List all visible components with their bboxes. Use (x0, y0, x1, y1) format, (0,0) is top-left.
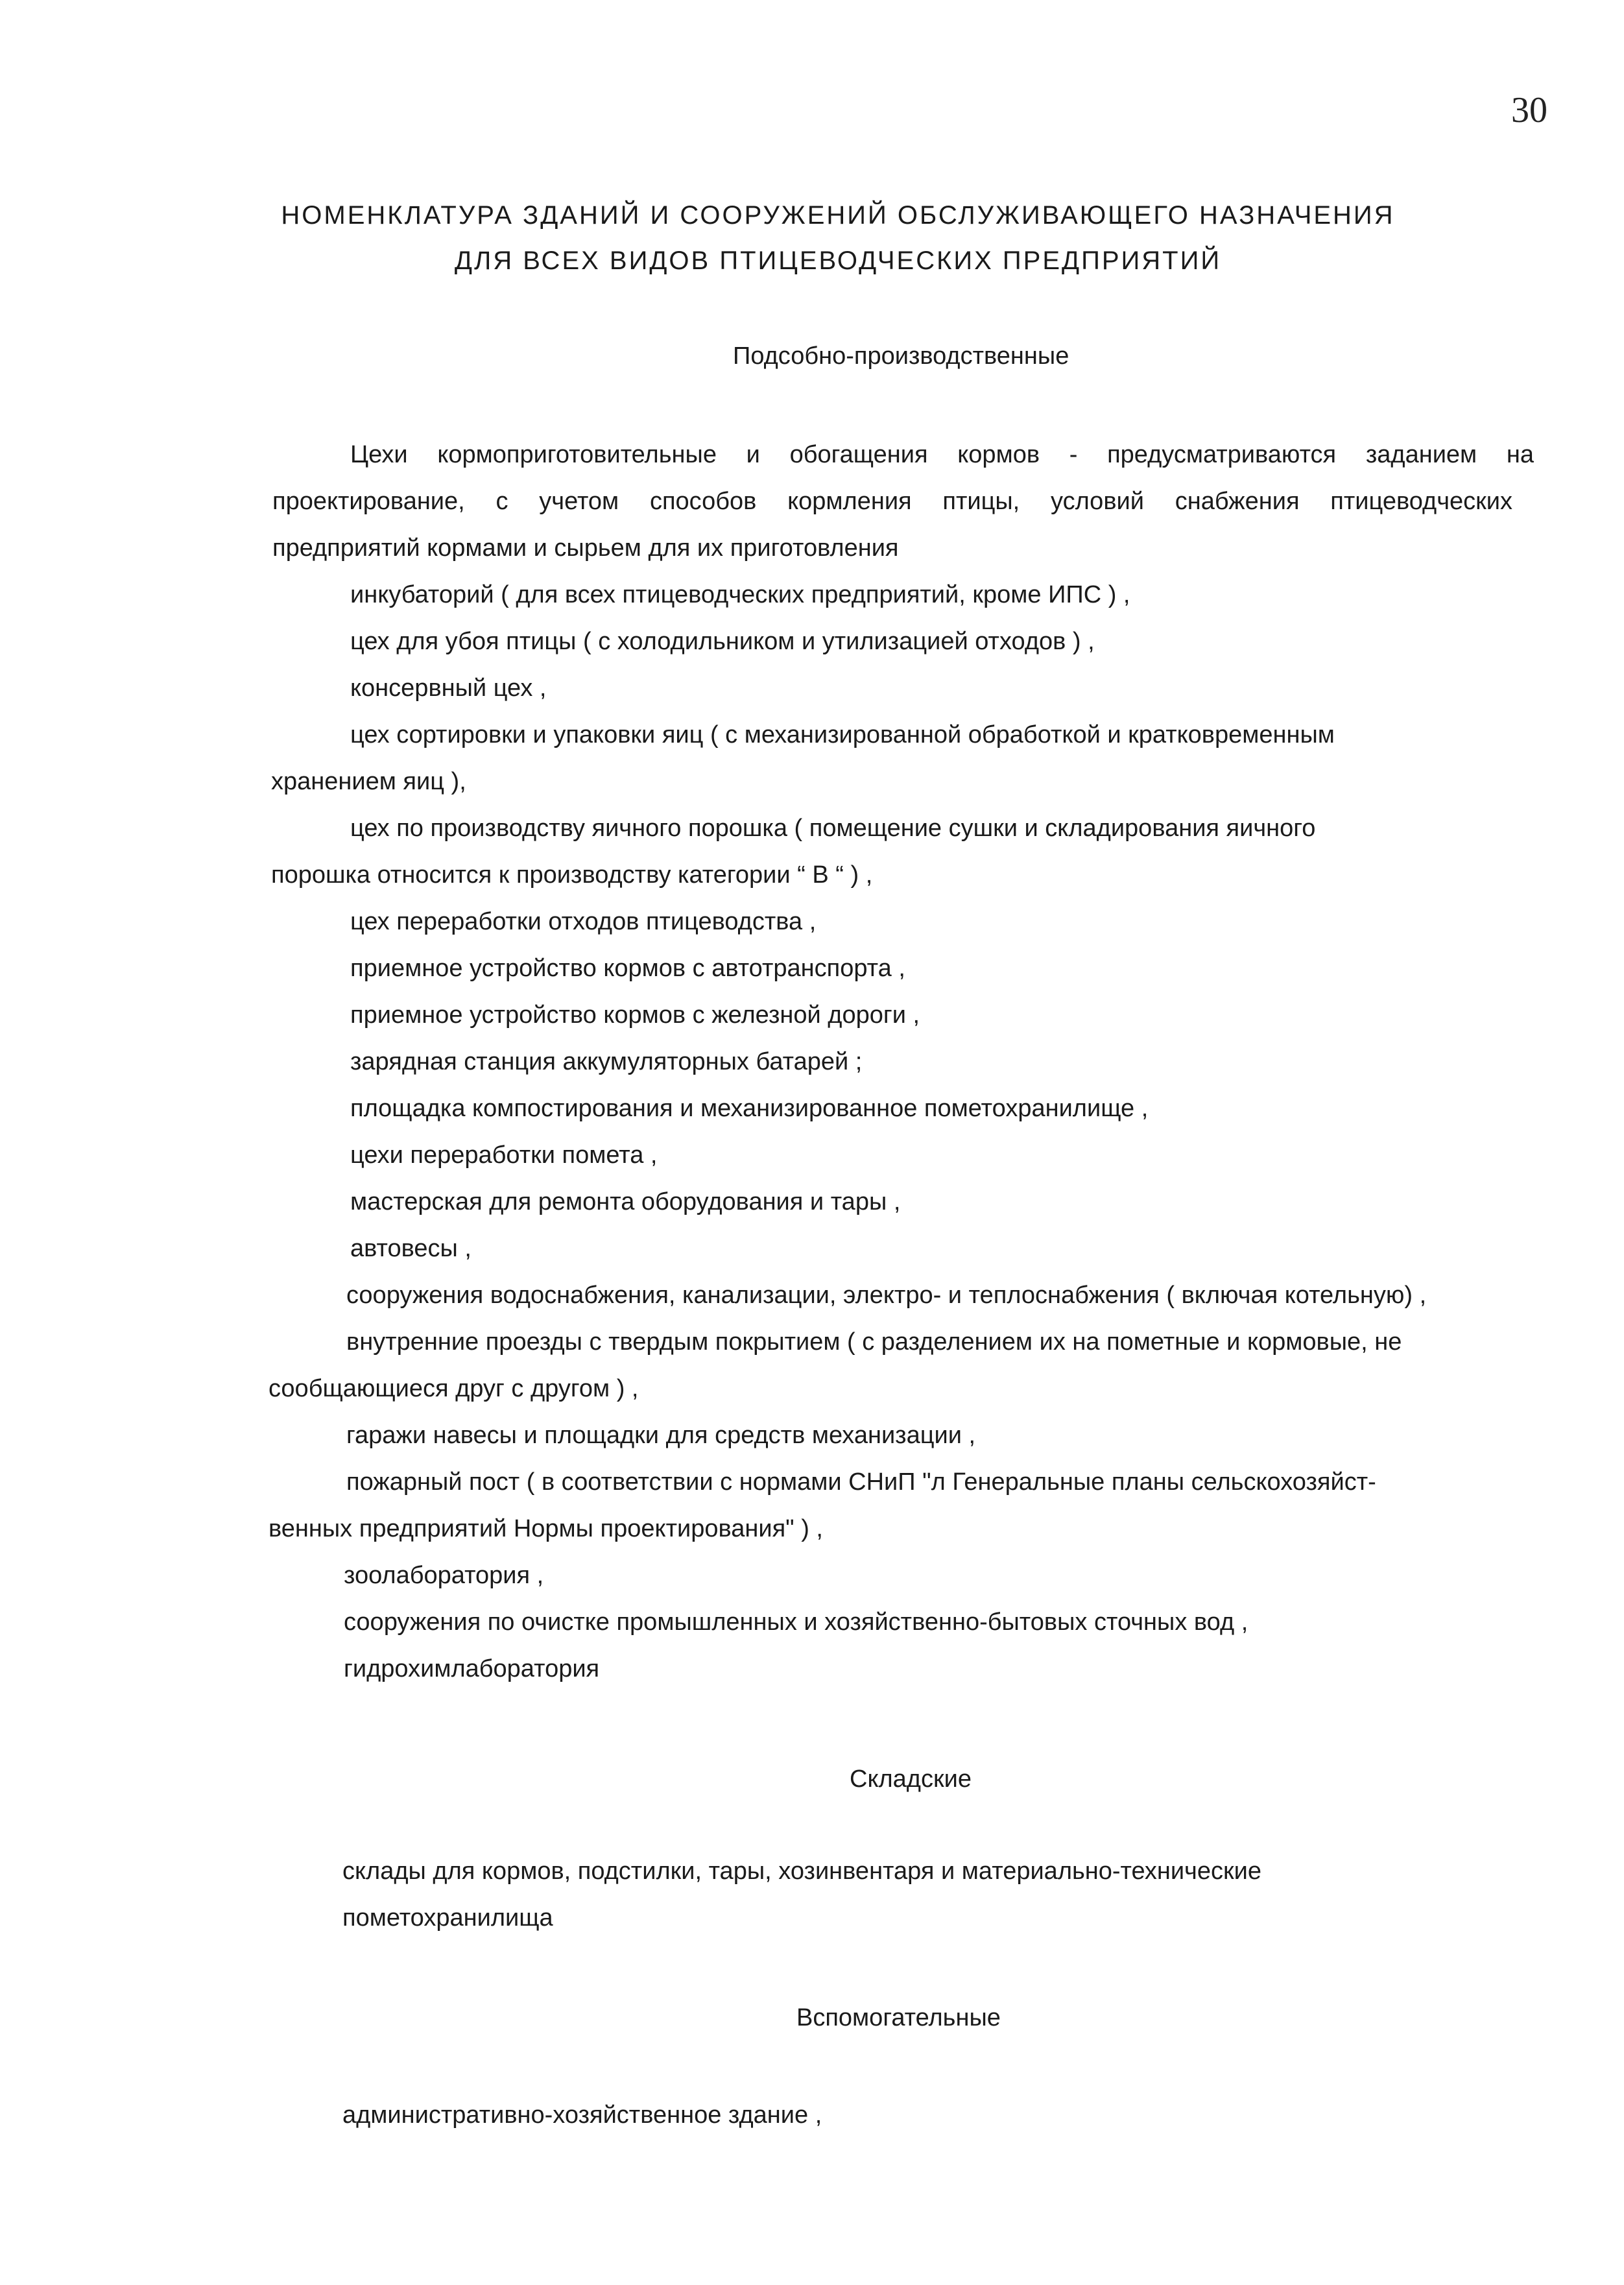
list-item: зарядная станция аккумуляторных батарей ; (350, 1048, 863, 1075)
list-item: цех переработки отходов птицеводства , (350, 908, 817, 935)
list-item: цех для убоя птицы ( с холодильником и утилизацией отходов ) , (350, 628, 1095, 655)
list-item: цехи переработки помета , (350, 1142, 658, 1169)
list-item: автовесы , (350, 1235, 472, 1262)
section-heading-auxiliary: Вспомогательные (796, 2004, 1001, 2031)
list-item: инкубаторий ( для всех птицеводческих предприятий, кроме ИПС ) , (350, 581, 1130, 608)
list-item: склады для кормов, подстилки, тары, хозинвентаря и материально-технические (342, 1858, 1261, 1885)
list-item: сооружения по очистке промышленных и хозяйственно-бытовых сточных вод , (344, 1609, 1248, 1636)
section-heading-production: Подсобно-производственные (733, 342, 1069, 370)
text-line: Цехи кормоприготовительные и обогащения кормов - предусматриваются заданием на (350, 441, 1534, 468)
list-item-continuation: сообщающиеся друг с другом ) , (269, 1375, 639, 1402)
list-item: пожарный пост ( в соответствии с нормами СНиП "л Генеральные планы сельскохозяйст- (346, 1468, 1376, 1496)
list-item: гаражи навесы и площадки для средств механизации , (346, 1422, 976, 1449)
list-item: цех сортировки и упаковки яиц ( с механизированной обработкой и кратковременным (350, 721, 1335, 748)
title-line-2: ДЛЯ ВСЕХ ВИДОВ ПТИЦЕВОДЧЕСКИХ ПРЕДПРИЯТИЙ (454, 246, 1222, 275)
page-number: 30 (1511, 90, 1547, 130)
list-item: площадка компостирования и механизированное пометохранилище , (350, 1095, 1149, 1122)
list-item: приемное устройство кормов с автотранспорта , (350, 955, 905, 982)
list-item: административно-хозяйственное здание , (342, 2101, 822, 2129)
list-item: мастерская для ремонта оборудования и тары , (350, 1188, 901, 1215)
list-item: гидрохимлаборатория (344, 1655, 600, 1682)
list-item: внутренние проезды с твердым покрытием ( с разделением их на пометные и кормовые, не (346, 1328, 1402, 1356)
list-item: цех по производству яичного порошка ( помещение сушки и складирования яичного (350, 815, 1316, 842)
list-item: сооружения водоснабжения, канализации, электро- и теплоснабжения ( включая котельную) , (346, 1282, 1427, 1309)
text-line: предприятий кормами и сырьем для их приготовления (272, 534, 899, 562)
list-item-continuation: венных предприятий Нормы проектирования" ) , (269, 1515, 823, 1542)
text-line: проектирование, с учетом способов кормления птицы, условий снабжения птицеводческих (272, 488, 1512, 515)
list-item: приемное устройство кормов с железной дороги , (350, 1001, 920, 1029)
list-item: пометохранилища (342, 1904, 553, 1932)
list-item-continuation: порошка относится к производству категории “ В “ ) , (271, 861, 873, 889)
list-item: зоолаборатория , (344, 1562, 544, 1589)
title-line-1: НОМЕНКЛАТУРА ЗДАНИЙ И СООРУЖЕНИЙ ОБСЛУЖИВАЮЩЕГО НАЗНАЧЕНИЯ (281, 201, 1395, 230)
section-heading-storage: Складские (850, 1765, 972, 1793)
list-item: консервный цех , (350, 675, 547, 702)
list-item-continuation: хранением яиц ), (271, 768, 466, 795)
